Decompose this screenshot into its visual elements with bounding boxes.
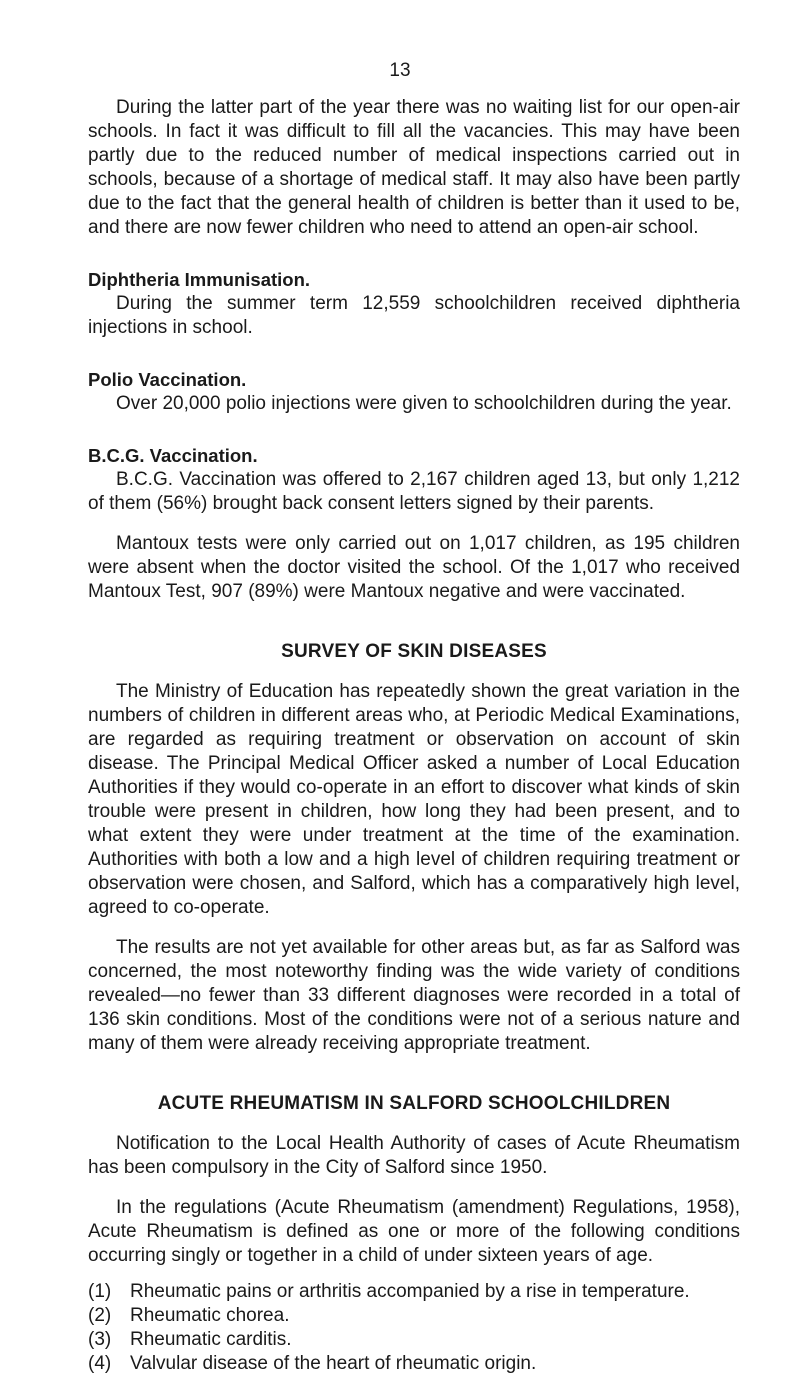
rheumatism-paragraph-2: In the regulations (Acute Rheumatism (amendment) Regulations, 1958), Acute Rheumatism is defined as one or more of the following conditions occurring singly or together in a child of under sixteen years of age.	[88, 1197, 740, 1266]
list-item	[88, 1304, 740, 1328]
diphtheria-paragraph: During the summer term 12,559 schoolchildren received diphtheria injections in school.	[88, 293, 740, 338]
open-air-paragraph: During the latter part of the year there was no waiting list for our open-air schools. In fact it was difficult to fill all the vacancies. This may have been partly due to the reduced number of medical inspections carried out in schools, because of a shortage of medical staff. It may also have been partly due to the fact that the general health of children is better than it used to be, and there are now fewer children who need to attend an open-air school.	[88, 97, 740, 238]
list-item-text: Rheumatic carditis.	[130, 1329, 292, 1350]
polio-heading: Polio Vaccination.	[88, 369, 247, 390]
list-item-text: Rheumatic pains or arthritis accompanied by a rise in temperature.	[130, 1281, 690, 1302]
skin-paragraph-2: The results are not yet available for other areas but, as far as Salford was concerned, the most noteworthy finding was the wide variety of conditions revealed—no fewer than 33 different diagnoses were recorded in a total of 136 skin conditions. Most of the conditions were not of a serious nature and many of them were already receiving appropriate treatment.	[88, 937, 740, 1054]
diphtheria-heading: Diphtheria Immunisation.	[88, 269, 311, 290]
skin-survey-heading: SURVEY OF SKIN DISEASES	[281, 641, 547, 662]
list-item-number: (2)	[88, 1305, 112, 1326]
list-item	[88, 1328, 740, 1352]
rheumatism-paragraph-1: Notification to the Local Health Authority of cases of Acute Rheumatism has been compulsory in the City of Salford since 1950.	[88, 1133, 740, 1178]
list-item	[88, 1280, 740, 1304]
list-item-number: (3)	[88, 1329, 112, 1350]
bcg-paragraph-1: B.C.G. Vaccination was offered to 2,167 children aged 13, but only 1,212 of them (56%) brought back consent letters signed by their parents.	[88, 469, 740, 514]
page-number: 13	[389, 60, 411, 81]
page-body	[88, 96, 740, 1376]
bcg-heading: B.C.G. Vaccination.	[88, 445, 258, 466]
bcg-paragraph-2: Mantoux tests were only carried out on 1,017 children, as 195 children were absent when the doctor visited the school. Of the 1,017 who received Mantoux Test, 907 (89%) were Mantoux negative and were vaccinated.	[88, 533, 740, 602]
list-item	[88, 1352, 740, 1376]
list-item-number: (1)	[88, 1281, 112, 1302]
list-item-text: Valvular disease of the heart of rheumatic origin.	[130, 1353, 537, 1374]
list-item-text: Rheumatic chorea.	[130, 1305, 290, 1326]
polio-paragraph: Over 20,000 polio injections were given to schoolchildren during the year.	[116, 393, 732, 414]
list-item-number: (4)	[88, 1353, 112, 1374]
conditions-list	[88, 1280, 740, 1376]
rheumatism-heading: ACUTE RHEUMATISM IN SALFORD SCHOOLCHILDREN	[157, 1093, 671, 1114]
skin-paragraph-1: The Ministry of Education has repeatedly shown the great variation in the numbers of children in different areas who, at Periodic Medical Examinations, are regarded as requiring treatment or observation on account of skin disease. The Principal Medical Officer asked a number of Local Education Authorities if they would co-operate in an effort to discover what kinds of skin trouble were present in children, how long they had been present, and to what extent they were under treatment at the time of the examination. Authorities with both a low and a high level of children requiring treatment or observation were chosen, and Salford, which has a comparatively high level, agreed to co-operate.	[88, 681, 740, 918]
